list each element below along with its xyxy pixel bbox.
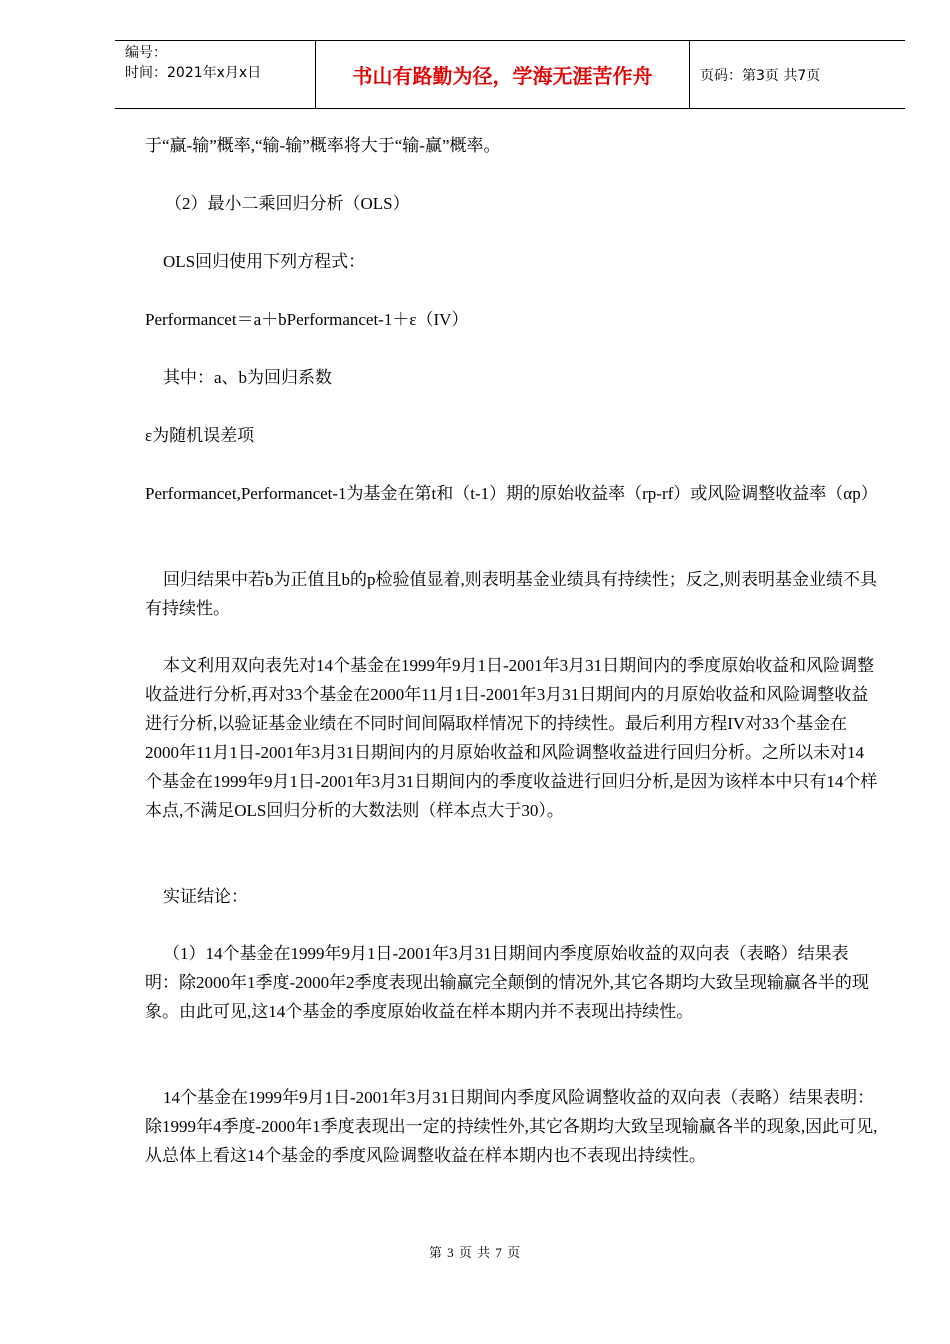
paragraph: ε为随机误差项	[145, 426, 255, 445]
footer-page-number: 第 3 页 共 7 页	[428, 1245, 522, 1260]
header-page-label: 页码：第3页 共7页	[700, 67, 821, 84]
paragraph: Performancet,Performancet-1为基金在第t和（t-1）期的原始收益率（rp-rf）或风险调整收益率（αp）	[145, 484, 878, 503]
paragraph: 14个基金在1999年9月1日-2001年3月31日期间内季度风险调整收益的双向表（表略）结果表明：除1999年4季度-2000年1季度表现出一定的持续性外,其它各期均大致呈现输赢各半的现象,因此可见,从总体上看这14个基金的季度风险调整收益在样本期内也不表现出持续性。	[145, 1088, 878, 1165]
header-time-label: 时间：2021年x月x日	[125, 65, 262, 81]
paragraph: OLS回归使用下列方程式：	[163, 252, 366, 271]
page-header	[115, 40, 905, 109]
paragraph: Performancet＝a＋bPerformancet-1＋ε（IV）	[145, 310, 469, 329]
header-number-label: 编号：	[125, 45, 167, 61]
header-motto: 书山有路勤为径，学海无涯苦作舟	[352, 64, 653, 88]
paragraph: 本文利用双向表先对14个基金在1999年9月1日-2001年3月31日期间内的季度原始收益和风险调整收益进行分析,再对33个基金在2000年11月1日-2001年3月31日期间内的月原始收益和风险调整收益进行分析,以验证基金业绩在不同时间间隔取样情况下的持续性。最后利用方程IV对33个基金在2000年11月1日-2001年3月31日期间内的月原始收益和风险调整收益进行回归分析。之所以未对14个基金在1999年9月1日-2001年3月31日期间内的季度收益进行回归分析,是因为该样本中只有14个样本点,不满足OLS回归分析的大数法则（样本点大于30）。	[145, 656, 878, 820]
page-footer	[0, 1242, 950, 1261]
paragraph: 回归结果中若b为正值且b的p检验值显着,则表明基金业绩具有持续性；反之,则表明基金业绩不具有持续性。	[145, 570, 877, 618]
header-info-cell	[115, 41, 316, 108]
paragraph: 于“赢-输”概率,“输-输”概率将大于“输-赢”概率。	[145, 136, 501, 155]
paragraph: 其中：a、b为回归系数	[163, 368, 333, 387]
paragraph: 实证结论：	[163, 887, 248, 906]
paragraph: （1）14个基金在1999年9月1日-2001年3月31日期间内季度原始收益的双向表（表略）结果表明：除2000年1季度-2000年2季度表现出输赢完全颠倒的情况外,其它各期均大致呈现输赢各半的现象。由此可见,这14个基金的季度原始收益在样本期内并不表现出持续性。	[145, 944, 869, 1021]
header-page-cell	[690, 41, 905, 108]
header-motto-cell	[316, 41, 690, 108]
paragraph: （2）最小二乘回归分析（OLS）	[165, 194, 410, 213]
